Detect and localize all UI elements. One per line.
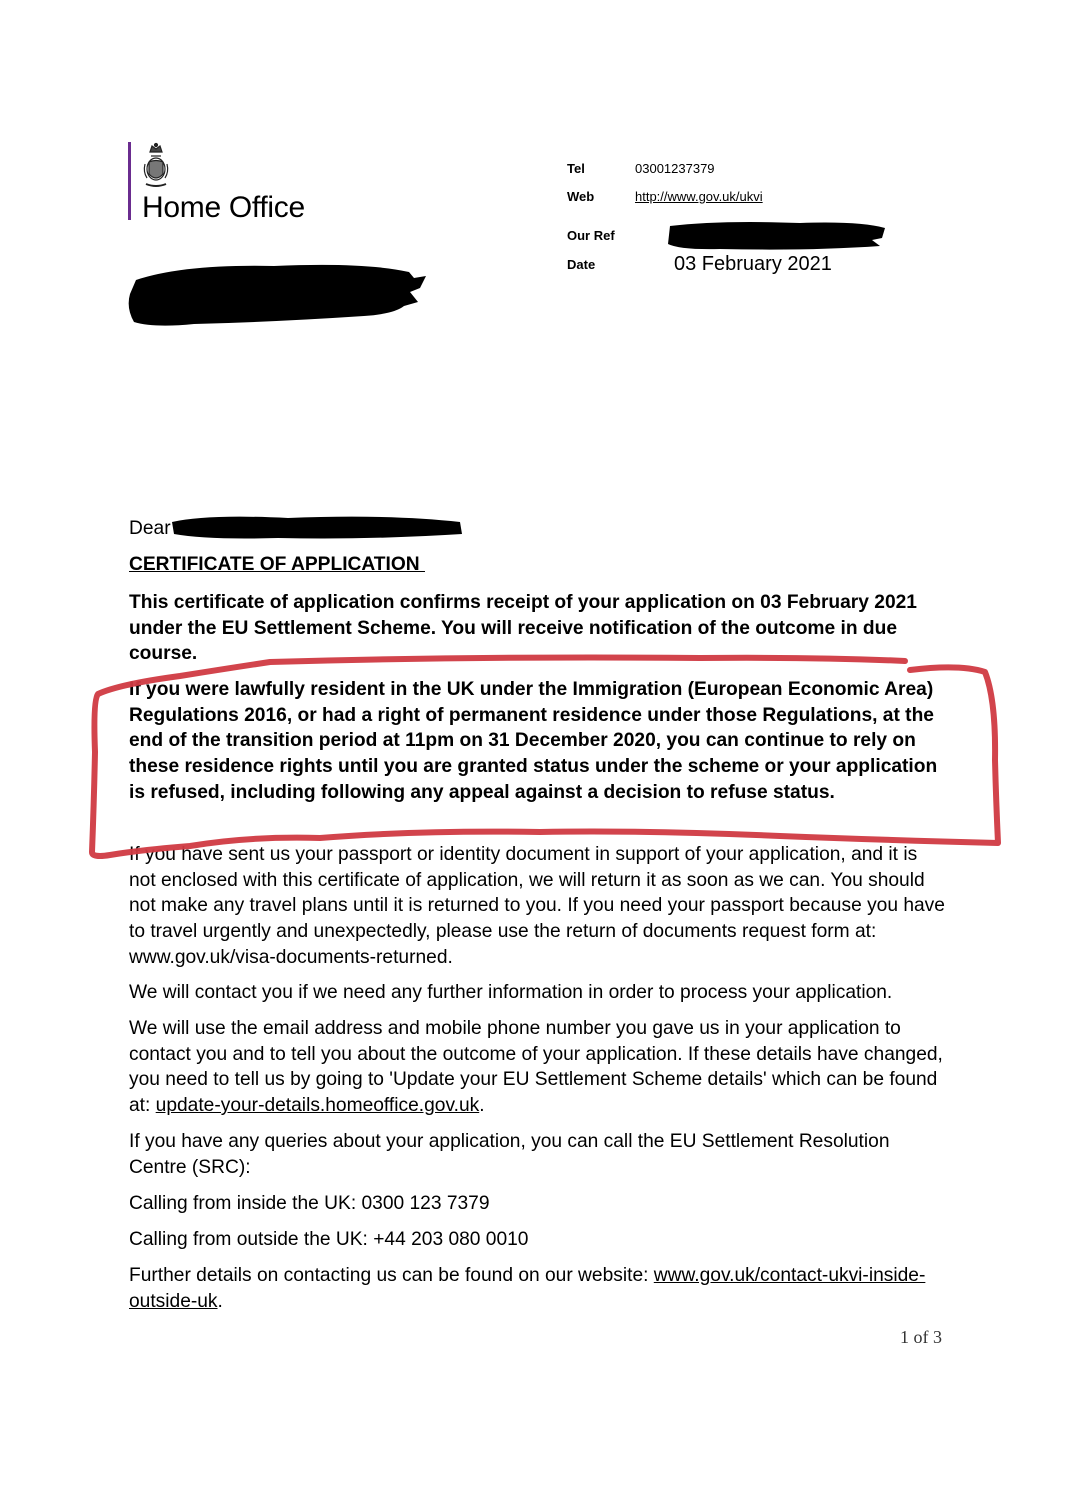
confirmation-paragraph: This certificate of application confirms receipt of your application on 03 February 2021 under the EU Settlement Scheme. You will receive notification of the outcome in due course. [129, 592, 917, 665]
organisation-name: Home Office [142, 191, 305, 224]
contact-ukvi-link[interactable]: www.gov.uk/contact-ukvi-inside-outside-uk [129, 1265, 926, 1312]
further-information-paragraph: We will contact you if we need any further information in order to process your application. [129, 982, 893, 1003]
royal-coat-of-arms-icon [141, 142, 171, 194]
website-paragraph [129, 1263, 949, 1314]
redacted-reference [660, 218, 890, 254]
inside-uk-phone: Calling from inside the UK: 0300 123 7379 [129, 1193, 490, 1214]
outside-uk-phone: Calling from outside the UK: +44 203 080 0010 [129, 1229, 529, 1250]
residence-rights-paragraph: If you were lawfully resident in the UK under the Immigration (European Economic Area) Regulations 2016, or had a right of permanent residence under those Regulations, at the end of the transition period at 11pm on 31 December 2020, you can continue to rely on these residence rights until you are granted status under the scheme or your application is refused, including following any appeal against a decision to refuse status. [129, 679, 938, 803]
queries-paragraph: If you have any queries about your application, you can call the EU Settlement Resolution Centre (SRC): [129, 1131, 890, 1178]
tel-label: Tel [567, 161, 585, 176]
passport-paragraph: If you have sent us your passport or identity document in support of your application, and it is not enclosed with this certificate of application, we will return it as soon as we can. You should not make any travel plans until it is returned to you. If you need your passport because you have to travel urgently and unexpectedly, please use the return of documents request form at: www.gov.uk/visa-documents-returned. [129, 844, 945, 968]
website-text: Further details on contacting us can be found on our website: [129, 1265, 654, 1286]
website-end: . [217, 1290, 223, 1312]
salutation: Dear [129, 518, 171, 539]
web-label: Web [567, 189, 595, 204]
redacted-name [168, 512, 468, 542]
date-label: Date [567, 257, 596, 272]
contact-details-paragraph [129, 1016, 949, 1119]
brand-bar [128, 142, 131, 220]
date-value: 03 February 2021 [674, 253, 832, 275]
update-details-link[interactable]: update-your-details.homeoffice.gov.uk [155, 1095, 480, 1117]
our-ref-label: Our Ref [567, 228, 615, 243]
page-number: 1 of 3 [900, 1327, 942, 1347]
contact-details-end: . [479, 1095, 485, 1117]
web-link[interactable]: http://www.gov.uk/ukvi [635, 189, 763, 204]
redacted-address [124, 258, 434, 338]
contact-details-text: We will use the email address and mobile phone number you gave us in your application to contact you and to tell you about the outcome of your application. If these details have changed, you need to tell us by going to 'Update your EU Settlement Scheme details' which can be found at: [129, 1018, 943, 1117]
document-heading: CERTIFICATE OF APPLICATION [129, 554, 425, 575]
tel-value: 03001237379 [635, 161, 715, 176]
